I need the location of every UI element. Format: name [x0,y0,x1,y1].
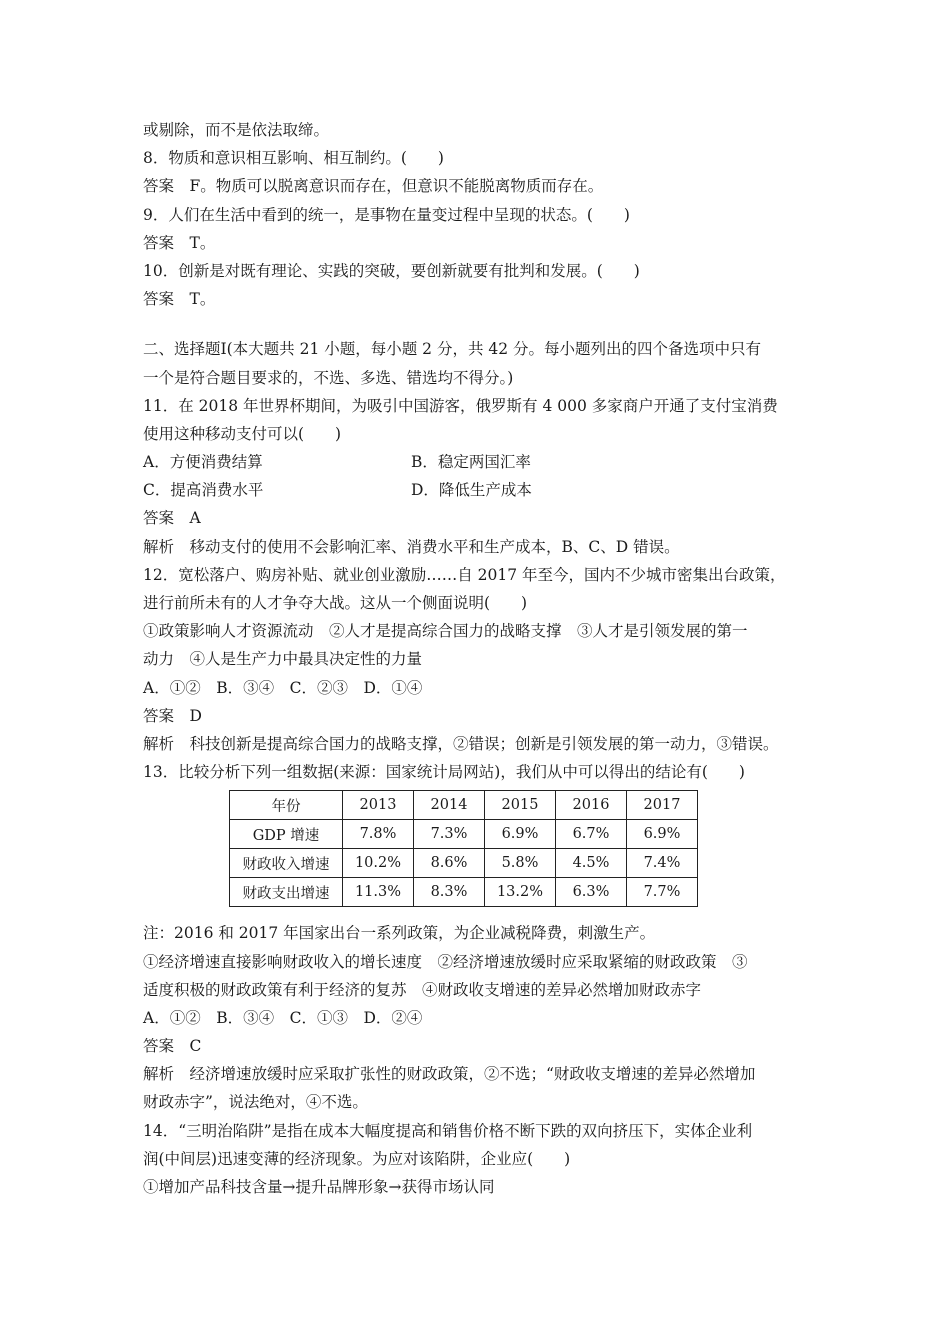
table-cell: 7.3% [414,820,485,849]
table-row [230,878,698,907]
table-cell: GDP 增速 [230,820,343,849]
table-cell: 6.7% [556,820,627,849]
question-13-statements-cont: 适度积极的财政政策有利于经济的复苏 ④财政收支增速的差异必然增加财政赤字 [143,980,702,999]
question-9: 9．人们在生活中看到的统一，是事物在量变过程中呈现的状态。( ) [143,205,630,224]
answer-11: 答案 A [143,509,201,528]
answer-10: 答案 T。 [143,290,216,309]
answer-13: 答案 C [143,1037,202,1056]
table-header-row [230,791,698,820]
options-row [143,448,823,476]
table-cell: 5.8% [485,849,556,878]
option-d: D．降低生产成本 [411,481,532,500]
section-heading-cont: 一个是符合题目要求的，不选、多选、错选均不得分。) [143,368,514,387]
table-cell: 2014 [414,791,485,820]
table-cell: 2013 [343,791,414,820]
option-b: B．稳定两国汇率 [411,453,531,472]
table-cell: 年份 [230,791,343,820]
question-13-statements: ①经济增速直接影响财政收入的增长速度 ②经济增速放缓时应采取紧缩的财政政策 ③ [143,952,748,971]
analysis-13-cont: 财政赤字”，说法绝对，④不选。 [143,1093,368,1112]
table-cell: 8.3% [414,878,485,907]
table-cell: 4.5% [556,849,627,878]
question-8: 8．物质和意识相互影响、相互制约。( ) [143,149,444,168]
question-14-stem: 14．“三明治陷阱”是指在成本大幅度提高和销售价格不断下跌的双向挤压下，实体企业利 [143,1121,753,1140]
question-12-options: A．①② B．③④ C．②③ D．①④ [143,678,423,697]
table-cell: 13.2% [485,878,556,907]
answer-9: 答案 T。 [143,233,216,252]
data-table-wrapper [143,790,823,907]
question-14-stem-cont: 润(中间层)迅速变薄的经济现象。为应对该陷阱，企业应( ) [143,1149,571,1168]
document-page [143,116,823,1201]
section-heading: 二、选择题Ⅰ(本大题共 21 小题，每小题 2 分，共 42 分。每小题列出的四个备选项中只有 [143,340,762,359]
question-12-stem: 12．宽松落户、购房补贴、就业创业激励……自 2017 年至今，国内不少城市密集出台政策， [143,565,786,584]
table-row [230,849,698,878]
question-11-stem-cont: 使用这种移动支付可以( ) [143,424,342,443]
option-a: A．方便消费结算 [143,453,263,472]
table-cell: 6.9% [485,820,556,849]
table-cell: 7.4% [627,849,698,878]
table-cell: 7.7% [627,878,698,907]
table-cell: 7.8% [343,820,414,849]
table-row [230,820,698,849]
table-cell: 10.2% [343,849,414,878]
table-cell: 11.3% [343,878,414,907]
table-note: 注：2016 和 2017 年国家出台一系列政策，为企业减税降费，刺激生产。 [143,924,656,943]
option-c: C．提高消费水平 [143,481,264,500]
table-cell: 财政支出增速 [230,878,343,907]
table-cell: 财政收入增速 [230,849,343,878]
question-13-options: A．①② B．③④ C．①③ D．②④ [143,1008,423,1027]
answer-12: 答案 D [143,706,202,725]
table-cell: 2015 [485,791,556,820]
question-12-statements: ①政策影响人才资源流动 ②人才是提高综合国力的战略支撑 ③人才是引领发展的第一 [143,622,748,641]
question-10: 10．创新是对既有理论、实践的突破，要创新就要有批判和发展。( ) [143,261,640,280]
table-cell: 8.6% [414,849,485,878]
question-12-stem-cont: 进行前所未有的人才争夺大战。这从一个侧面说明( ) [143,594,528,612]
table-cell: 6.9% [627,820,698,849]
data-table [229,790,698,907]
table-cell: 2017 [627,791,698,820]
question-13-stem: 13．比较分析下列一组数据(来源：国家统计局网站)，我们从中可以得出的结论有( ) [143,763,745,782]
question-11-stem: 11．在 2018 年世界杯期间，为吸引中国游客，俄罗斯有 4 000 多家商户开通了支付宝消费 [143,396,778,415]
spacer [143,313,823,335]
question-12-statements-cont: 动力 ④人是生产力中最具决定性的力量 [143,650,423,669]
table-cell: 6.3% [556,878,627,907]
analysis-11: 解析 移动支付的使用不会影响汇率、消费水平和生产成本，B、C、D 错误。 [143,537,680,556]
answer-8: 答案 F。物质可以脱离意识而存在，但意识不能脱离物质而存在。 [143,177,604,196]
analysis-12: 解析 科技创新是提高综合国力的战略支撑，②错误；创新是引领发展的第一动力，③错误。 [143,734,779,753]
analysis-13: 解析 经济增速放缓时应采取扩张性的财政政策，②不选；“财政收支增速的差异必然增加 [143,1065,756,1084]
table-cell: 2016 [556,791,627,820]
question-14-statement-1: ①增加产品科技含量→提升品牌形象→获得市场认同 [143,1178,495,1196]
options-row [143,476,823,504]
text-line: 或剔除，而不是依法取缔。 [143,121,330,139]
